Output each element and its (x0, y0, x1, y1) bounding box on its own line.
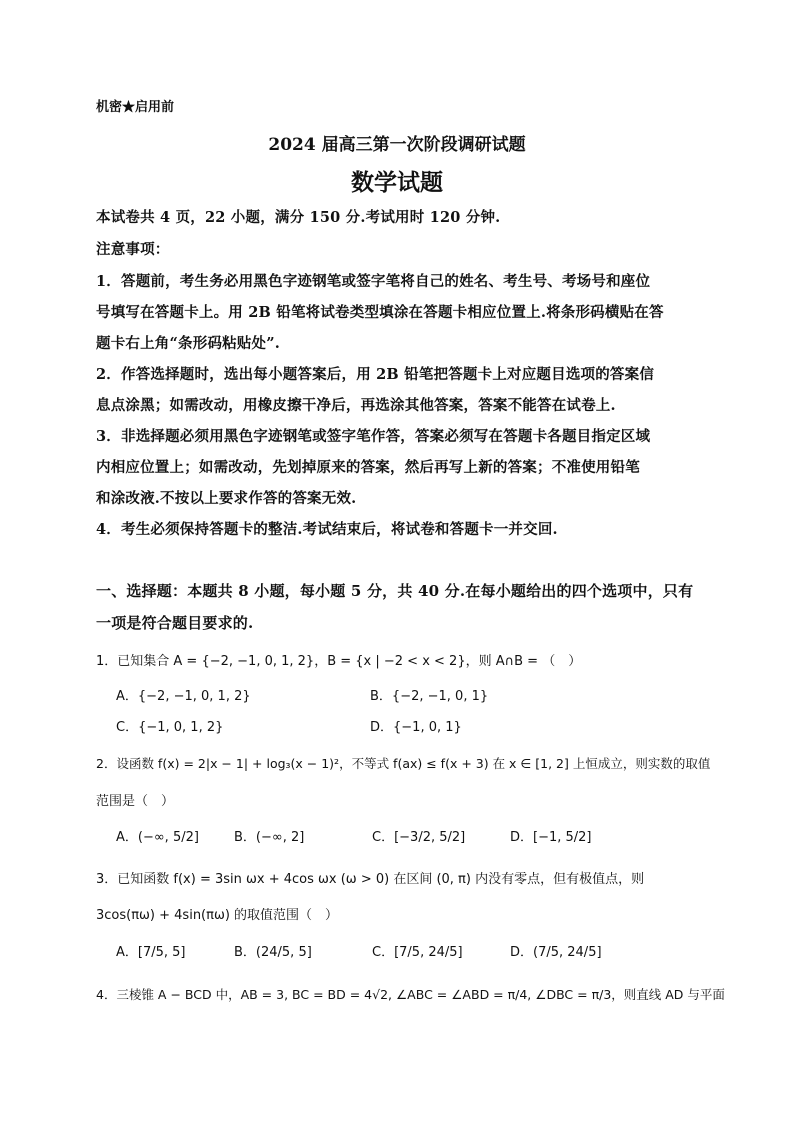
intro-text: 本试卷共 4 页，22 小题，满分 150 分.考试用时 120 分钟. (96, 209, 501, 226)
question-2-stem-cont: 范围是（ ） (96, 794, 175, 809)
question-2-option-b: B．(−∞, 2] (234, 830, 305, 845)
note-line: 息点涂黑；如需改动，用橡皮擦干净后，再选涂其他答案，答案不能答在试卷上. (96, 397, 616, 414)
note-line: 1．答题前，考生务必用黑色字迹钢笔或签字笔将自己的姓名、考生号、考场号和座位 (96, 273, 651, 290)
question-1-option-b: B．{−2, −1, 0, 1} (370, 689, 489, 704)
question-3-option-a: A．[7/5, 5] (116, 945, 186, 960)
question-3-option-b: B．(24/5, 5] (234, 945, 312, 960)
question-3-option-c: C．[7/5, 24/5] (372, 945, 463, 960)
notes-title: 注意事项： (96, 241, 170, 258)
question-1-option-a: A．{−2, −1, 0, 1, 2} (116, 689, 251, 704)
question-3-stem-cont: 3cos(πω) + 4sin(πω) 的取值范围（ ） (96, 908, 339, 923)
note-line: 4．考生必须保持答题卡的整洁.考试结束后，将试卷和答题卡一并交回. (96, 521, 558, 538)
exam-title: 2024 届高三第一次阶段调研试题 (268, 135, 526, 155)
note-line: 号填写在答题卡上。用 2B 铅笔将试卷类型填涂在答题卡相应位置上.将条形码横贴在答 (96, 304, 664, 321)
question-1-stem: 1．已知集合 A = {−2, −1, 0, 1, 2}，B = {x | −2 < x < 2}，则 A∩B = （ ） (96, 654, 582, 669)
question-4-stem: 4．三棱锥 A − BCD 中，AB = 3, BC = BD = 4√2, ∠ABC = ∠ABD = π/4, ∠DBC = π/3，则直线 AD 与平面 (96, 987, 725, 1002)
question-3-option-d: D．(7/5, 24/5] (510, 945, 602, 960)
question-2-option-a: A．(−∞, 5/2] (116, 830, 199, 845)
section-heading: 一、选择题：本题共 8 小题，每小题 5 分，共 40 分.在每小题给出的四个选项中，只有 (96, 582, 694, 600)
note-line: 3．非选择题必须用黑色字迹钢笔或签字笔作答，答案必须写在答题卡各题目指定区域 (96, 428, 651, 445)
section-heading-cont: 一项是符合题目要求的. (96, 614, 254, 632)
question-3-stem: 3．已知函数 f(x) = 3sin ωx + 4cos ωx (ω > 0) 在区间 (0, π) 内没有零点，但有极值点，则 (96, 872, 645, 887)
note-line: 内相应位置上；如需改动，先划掉原来的答案，然后再写上新的答案；不准使用铅笔 (96, 459, 640, 476)
subject-title: 数学试题 (351, 169, 443, 196)
note-line: 题卡右上角“条形码粘贴处”. (96, 335, 281, 352)
question-2-option-d: D．[−1, 5/2] (510, 830, 592, 845)
question-2-stem: 2．设函数 f(x) = 2|x − 1| + log₃(x − 1)²，不等式 f(ax) ≤ f(x + 3) 在 x ∈ [1, 2] 上恒成立，则实数的取值 (96, 756, 711, 771)
question-1-option-c: C．{−1, 0, 1, 2} (116, 720, 224, 735)
question-1-option-d: D．{−1, 0, 1} (370, 720, 462, 735)
confidential-label: 机密★启用前 (96, 100, 175, 115)
question-2-option-c: C．[−3/2, 5/2] (372, 830, 466, 845)
note-line: 和涂改液.不按以上要求作答的答案无效. (96, 490, 357, 507)
note-line: 2．作答选择题时，选出每小题答案后，用 2B 铅笔把答题卡上对应题目选项的答案信 (96, 366, 655, 383)
